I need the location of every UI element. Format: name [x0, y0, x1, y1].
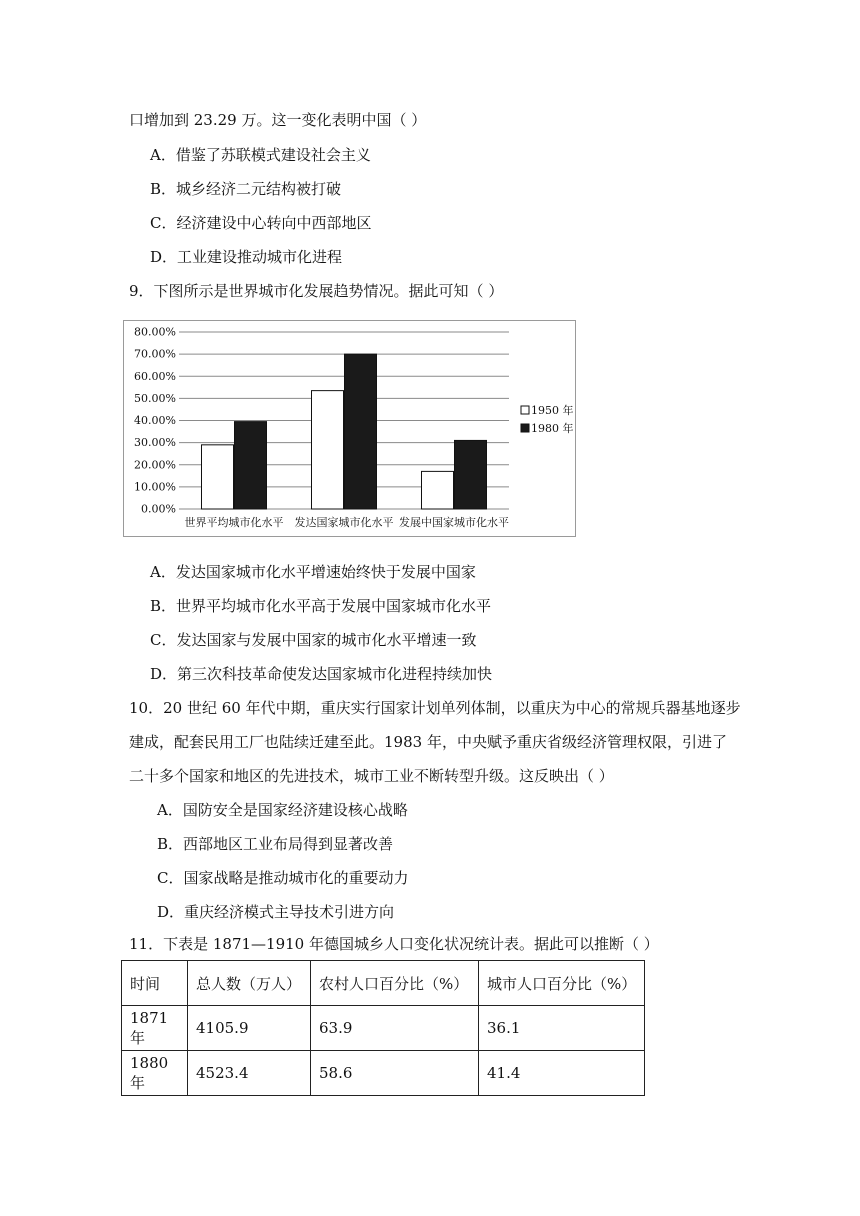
- table-cell: 63.9: [311, 1006, 479, 1051]
- y-tick-label: 10.00%: [134, 480, 176, 494]
- q10-stem-line-2: 建成，配套民用工厂也陆续迁建至此。1983 年，中央赋予重庆省级经济管理权限，引进了: [129, 733, 727, 751]
- legend-swatch: [521, 424, 529, 432]
- q9-option-b: B．世界平均城市化水平高于发展中国家城市化水平: [150, 597, 492, 615]
- x-tick-label: 发展中国家城市化水平: [399, 516, 509, 529]
- table-cell: 1880 年: [122, 1051, 188, 1096]
- bar: [312, 391, 344, 509]
- q8-stem-tail: 口增加到 23.29 万。这一变化表明中国（ ）: [129, 111, 427, 129]
- y-tick-label: 40.00%: [134, 414, 176, 427]
- bar: [422, 471, 454, 509]
- q11-stem: 11．下表是 1871—1910 年德国城乡人口变化状况统计表。据此可以推断（ ）: [129, 935, 659, 953]
- y-tick-label: 80.00%: [134, 325, 176, 339]
- q8-option-c: C．经济建设中心转向中西部地区: [150, 214, 372, 232]
- table-cell: 4105.9: [188, 1006, 311, 1051]
- urbanization-chart: [123, 320, 576, 537]
- table-header-cell: 时间: [122, 961, 188, 1006]
- urbanization-chart-svg: [124, 321, 575, 536]
- table-cell: 4523.4: [188, 1051, 311, 1096]
- table-header-row: [122, 961, 645, 1006]
- x-tick-label: 发达国家城市化水平: [294, 516, 394, 529]
- table-cell: 1871 年: [122, 1006, 188, 1051]
- table-cell: 41.4: [479, 1051, 645, 1096]
- q8-option-d: D．工业建设推动城市化进程: [150, 248, 343, 266]
- y-tick-label: 60.00%: [134, 369, 176, 383]
- bar: [455, 440, 487, 509]
- legend-swatch: [521, 406, 529, 414]
- q9-option-d: D．第三次科技革命使发达国家城市化进程持续加快: [150, 665, 493, 683]
- legend-label: 1950 年: [531, 404, 574, 417]
- legend-label: 1980 年: [531, 422, 574, 435]
- q9-option-a: A．发达国家城市化水平增速始终快于发展中国家: [150, 563, 476, 581]
- q10-option-c: C．国家战略是推动城市化的重要动力: [157, 869, 409, 887]
- q10-stem-line-1: 10．20 世纪 60 年代中期，重庆实行国家计划单列体制，以重庆为中心的常规兵器基地逐步: [129, 699, 741, 717]
- q10-option-b: B．西部地区工业布局得到显著改善: [157, 835, 394, 853]
- table-cell: 36.1: [479, 1006, 645, 1051]
- q8-option-a: A．借鉴了苏联模式建设社会主义: [150, 146, 371, 164]
- table-header-cell: 总人数（万人）: [188, 961, 311, 1006]
- table-row: [122, 1051, 645, 1096]
- y-tick-label: 0.00%: [141, 502, 176, 516]
- table-row: [122, 1006, 645, 1051]
- y-tick-label: 20.00%: [134, 458, 176, 472]
- y-tick-label: 30.00%: [134, 436, 176, 450]
- bar: [345, 354, 377, 509]
- bar: [202, 445, 234, 509]
- bar: [235, 422, 267, 509]
- x-tick-label: 世界平均城市化水平: [184, 516, 284, 529]
- population-table: [121, 960, 645, 1096]
- q9-option-c: C．发达国家与发展中国家的城市化水平增速一致: [150, 631, 477, 649]
- q9-stem: 9．下图所示是世界城市化发展趋势情况。据此可知（ ）: [129, 282, 504, 300]
- q8-option-b: B．城乡经济二元结构被打破: [150, 180, 342, 198]
- q10-option-d: D．重庆经济模式主导技术引进方向: [157, 903, 395, 921]
- q10-stem-line-3: 二十多个国家和地区的先进技术，城市工业不断转型升级。这反映出（ ）: [129, 767, 614, 785]
- y-tick-label: 50.00%: [134, 391, 176, 405]
- y-tick-label: 70.00%: [134, 347, 176, 361]
- table-cell: 58.6: [311, 1051, 479, 1096]
- q10-option-a: A．国防安全是国家经济建设核心战略: [157, 801, 408, 819]
- table-header-cell: 城市人口百分比（%）: [479, 961, 645, 1006]
- table-header-cell: 农村人口百分比（%）: [311, 961, 479, 1006]
